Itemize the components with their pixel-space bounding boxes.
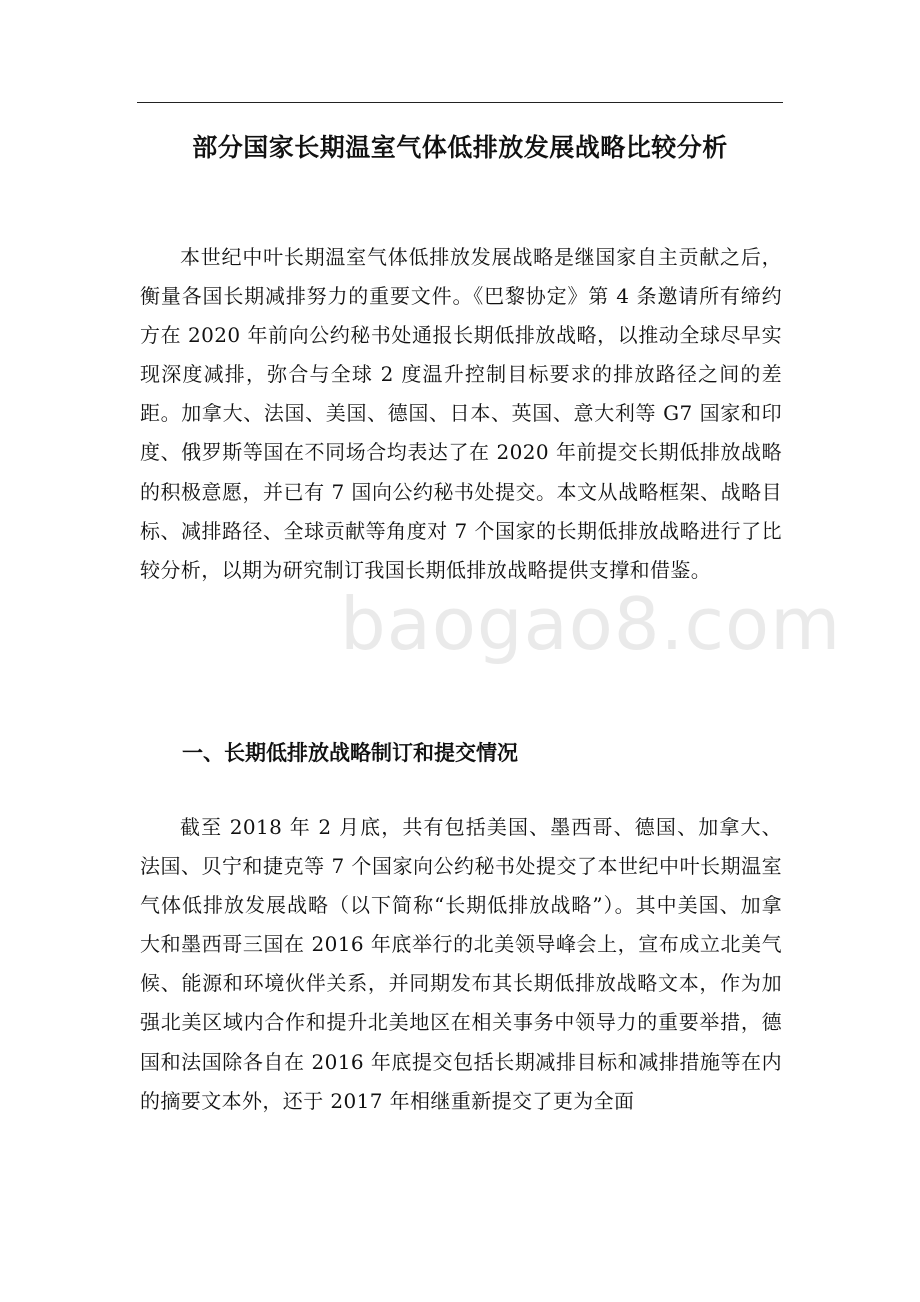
- section-1-paragraph: 截至 2018 年 2 月底，共有包括美国、墨西哥、德国、加拿大、法国、贝宁和捷克等 7 个国家向公约秘书处提交了本世纪中叶长期温室气体低排放发展战略（以下简称“长期低排放战略”）。其中美国、加拿大和墨西哥三国在 2016 年底举行的北美领导峰会上，宣布成立北美气候、能源和环境伙伴关系，并同期发布其长期低排放战略文本，作为加强北美区域内合作和提升北美地区在相关事务中领导力的重要举措，德国和法国除各自在 2016 年底提交包括长期减排目标和减排措施等在内的摘要文本外，还于 2017 年相继重新提交了更为全面: [140, 815, 782, 1113]
- watermark-text: baogao8.com: [340, 582, 842, 666]
- section-heading-1: 一、长期低排放战略制订和提交情况: [182, 741, 518, 765]
- document-title: 部分国家长期温室气体低排放发展战略比较分析: [192, 133, 728, 162]
- header-rule: [137, 102, 783, 103]
- intro-paragraph: 本世纪中叶长期温室气体低排放发展战略是继国家自主贡献之后，衡量各国长期减排努力的重要文件。《巴黎协定》第 4 条邀请所有缔约方在 2020 年前向公约秘书处通报长期低排放战略，以推动全球尽早实现深度减排，弥合与全球 2 度温升控制目标要求的排放路径之间的差距。加拿大、法国、美国、德国、日本、英国、意大利等 G7 国家和印度、俄罗斯等国在不同场合均表达了在 2020 年前提交长期低排放战略的积极意愿，并已有 7 国向公约秘书处提交。本文从战略框架、战略目标、减排路径、全球贡献等角度对 7 个国家的长期低排放战略进行了比较分析，以期为研究制订我国长期低排放战略提供支撑和借鉴。: [140, 245, 782, 582]
